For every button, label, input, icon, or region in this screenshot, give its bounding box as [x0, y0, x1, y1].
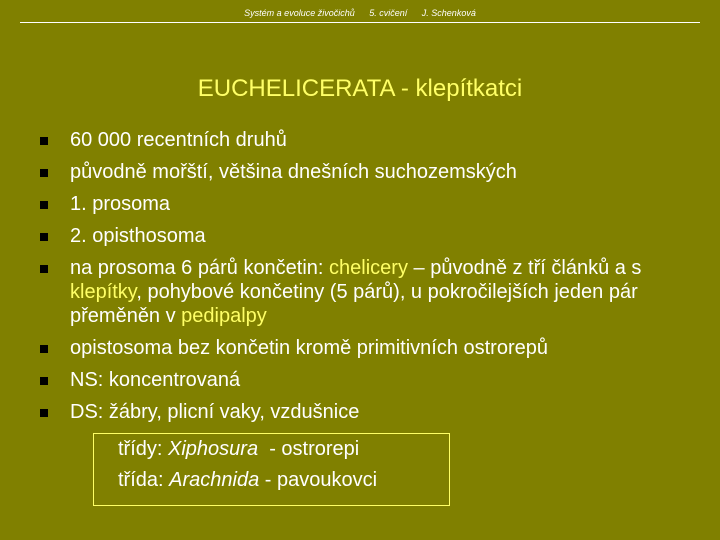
- list-item: [40, 160, 680, 184]
- item-text: , pohybové končetiny (5 párů), u pokročilejších jeden pár přeměněn v: [70, 281, 638, 327]
- class-common-name: - ostrorepi: [258, 438, 360, 460]
- header-course: Systém a evoluce živočichů: [244, 8, 355, 18]
- class-prefix: třída:: [118, 469, 170, 491]
- item-text: 2. opisthosoma: [70, 225, 206, 247]
- item-text: – původně z tří článků a s: [407, 257, 642, 279]
- square-bullet-icon: [40, 233, 48, 241]
- square-bullet-icon: [40, 377, 48, 385]
- square-bullet-icon: [40, 265, 48, 273]
- slide-header: [20, 8, 700, 23]
- classes-box: [93, 433, 450, 506]
- square-bullet-icon: [40, 169, 48, 177]
- list-item: [40, 368, 680, 392]
- class-row-arachnida: [94, 465, 449, 496]
- list-item: [40, 128, 680, 152]
- list-item: [40, 400, 680, 424]
- list-item: [40, 224, 680, 248]
- square-bullet-icon: [40, 409, 48, 417]
- highlight-term-pedipalpy: pedipalpy: [181, 305, 267, 327]
- item-text: původně mořští, většina dnešních suchozemských: [70, 161, 517, 183]
- item-text: 60 000 recentních druhů: [70, 129, 287, 151]
- header-lesson: 5. cvičení: [369, 8, 408, 18]
- highlight-term-chelicery: chelicery: [329, 257, 408, 279]
- item-text: na prosoma 6 párů končetin:: [70, 257, 330, 279]
- square-bullet-icon: [40, 201, 48, 209]
- list-item: [40, 256, 680, 328]
- list-item: [40, 192, 680, 216]
- header-author: J. Schenková: [421, 8, 476, 18]
- item-text: DS: žábry, plicní vaky, vzdušnice: [70, 401, 360, 423]
- item-text: opistosoma bez končetin kromě primitivních ostrorepů: [70, 337, 548, 359]
- class-name: Xiphosura: [168, 438, 259, 460]
- bullet-list: [40, 128, 680, 432]
- square-bullet-icon: [40, 345, 48, 353]
- square-bullet-icon: [40, 137, 48, 145]
- slide-title: EUCHELICERATA - klepítkatci: [197, 75, 523, 102]
- class-name: Arachnida: [169, 469, 260, 491]
- highlight-term-klepitky: klepítky: [70, 281, 137, 303]
- item-text: 1. prosoma: [70, 193, 171, 215]
- class-row-xiphosura: [94, 434, 449, 465]
- class-common-name: - pavoukovci: [259, 469, 378, 491]
- list-item: [40, 336, 680, 360]
- item-text: NS: koncentrovaná: [70, 369, 241, 391]
- class-prefix: třídy:: [118, 438, 169, 460]
